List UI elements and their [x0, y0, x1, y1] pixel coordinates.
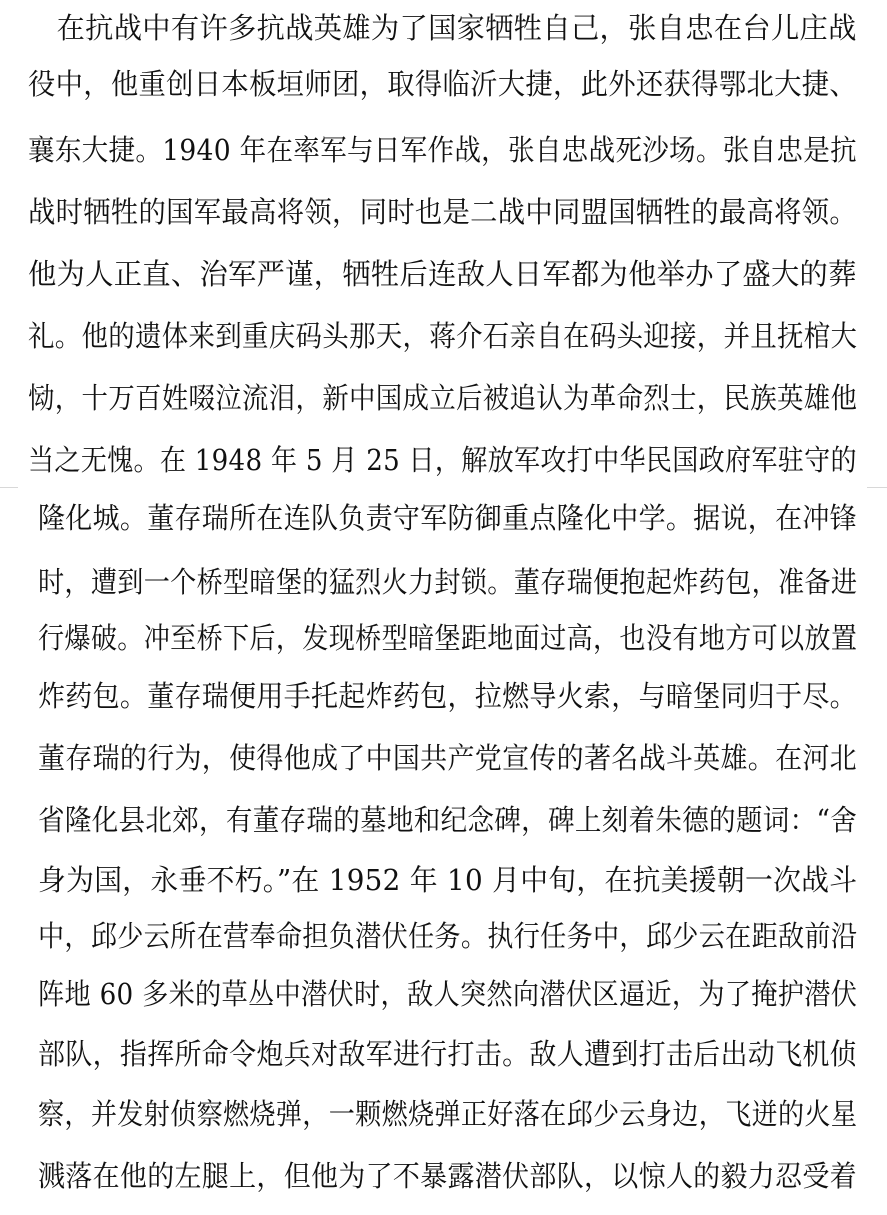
text-line: 身为国，永垂不朽。”在 1952 年 10 月中旬，在抗美援朝一次战斗 — [38, 863, 858, 897]
text-line: 阵地 60 多米的草丛中潜伏时，敌人突然向潜伏区逼近，为了掩护潜伏 — [38, 977, 858, 1011]
text-line: 战时牺牲的国军最高将领，同时也是二战中同盟国牺牲的最高将领。 — [28, 195, 857, 229]
text-line: 部队，指挥所命令炮兵对敌军进行打击。敌人遭到打击后出动飞机侦 — [38, 1037, 857, 1071]
page-divider-left — [0, 487, 18, 488]
text-line: 省隆化县北郊，有董存瑞的墓地和纪念碑，碑上刻着朱德的题词：“舍 — [38, 803, 858, 837]
text-line: 时，遭到一个桥型暗堡的猛烈火力封锁。董存瑞便抱起炸药包，准备进 — [38, 565, 858, 599]
text-line: 当之无愧。在 1948 年 5 月 25 日，解放军攻打中华民国政府军驻守的 — [28, 443, 857, 477]
text-line: 中，邱少云所在营奉命担负潜伏任务。执行任务中，邱少云在距敌前沿 — [38, 919, 858, 953]
text-line: 襄东大捷。1940 年在率军与日军作战，张自忠战死沙场。张自忠是抗 — [28, 133, 857, 167]
text-line: 察，并发射侦察燃烧弹，一颗燃烧弹正好落在邱少云身边，飞迸的火星 — [38, 1097, 858, 1131]
text-line: 他为人正直、治军严谨，牺牲后连敌人日军都为他举办了盛大的葬 — [28, 257, 857, 291]
text-line: 恸，十万百姓啜泣流泪，新中国成立后被追认为革命烈士，民族英雄他 — [28, 381, 858, 415]
text-line: 役中，他重创日本板垣师团，取得临沂大捷，此外还获得鄂北大捷、 — [28, 67, 857, 101]
text-line: 炸药包。董存瑞便用手托起炸药包，拉燃导火索，与暗堡同归于尽。 — [38, 679, 857, 713]
text-line: 礼。他的遗体来到重庆码头那天，蒋介石亲自在码头迎接，并且抚棺大 — [28, 319, 858, 353]
text-line: 董存瑞的行为，使得他成了中国共产党宣传的著名战斗英雄。在河北 — [38, 741, 857, 775]
text-line: 溅落在他的左腿上，但他为了不暴露潜伏部队，以惊人的毅力忍受着 — [38, 1159, 857, 1193]
text-line: 在抗战中有许多抗战英雄为了国家牺牲自己，张自忠在台儿庄战 — [28, 11, 857, 45]
text-line: 隆化城。董存瑞所在连队负责守军防御重点隆化中学。据说，在冲锋 — [38, 501, 857, 535]
page-divider-right — [867, 487, 887, 488]
text-line: 行爆破。冲至桥下后，发现桥型暗堡距地面过高，也没有地方可以放置 — [38, 621, 858, 655]
